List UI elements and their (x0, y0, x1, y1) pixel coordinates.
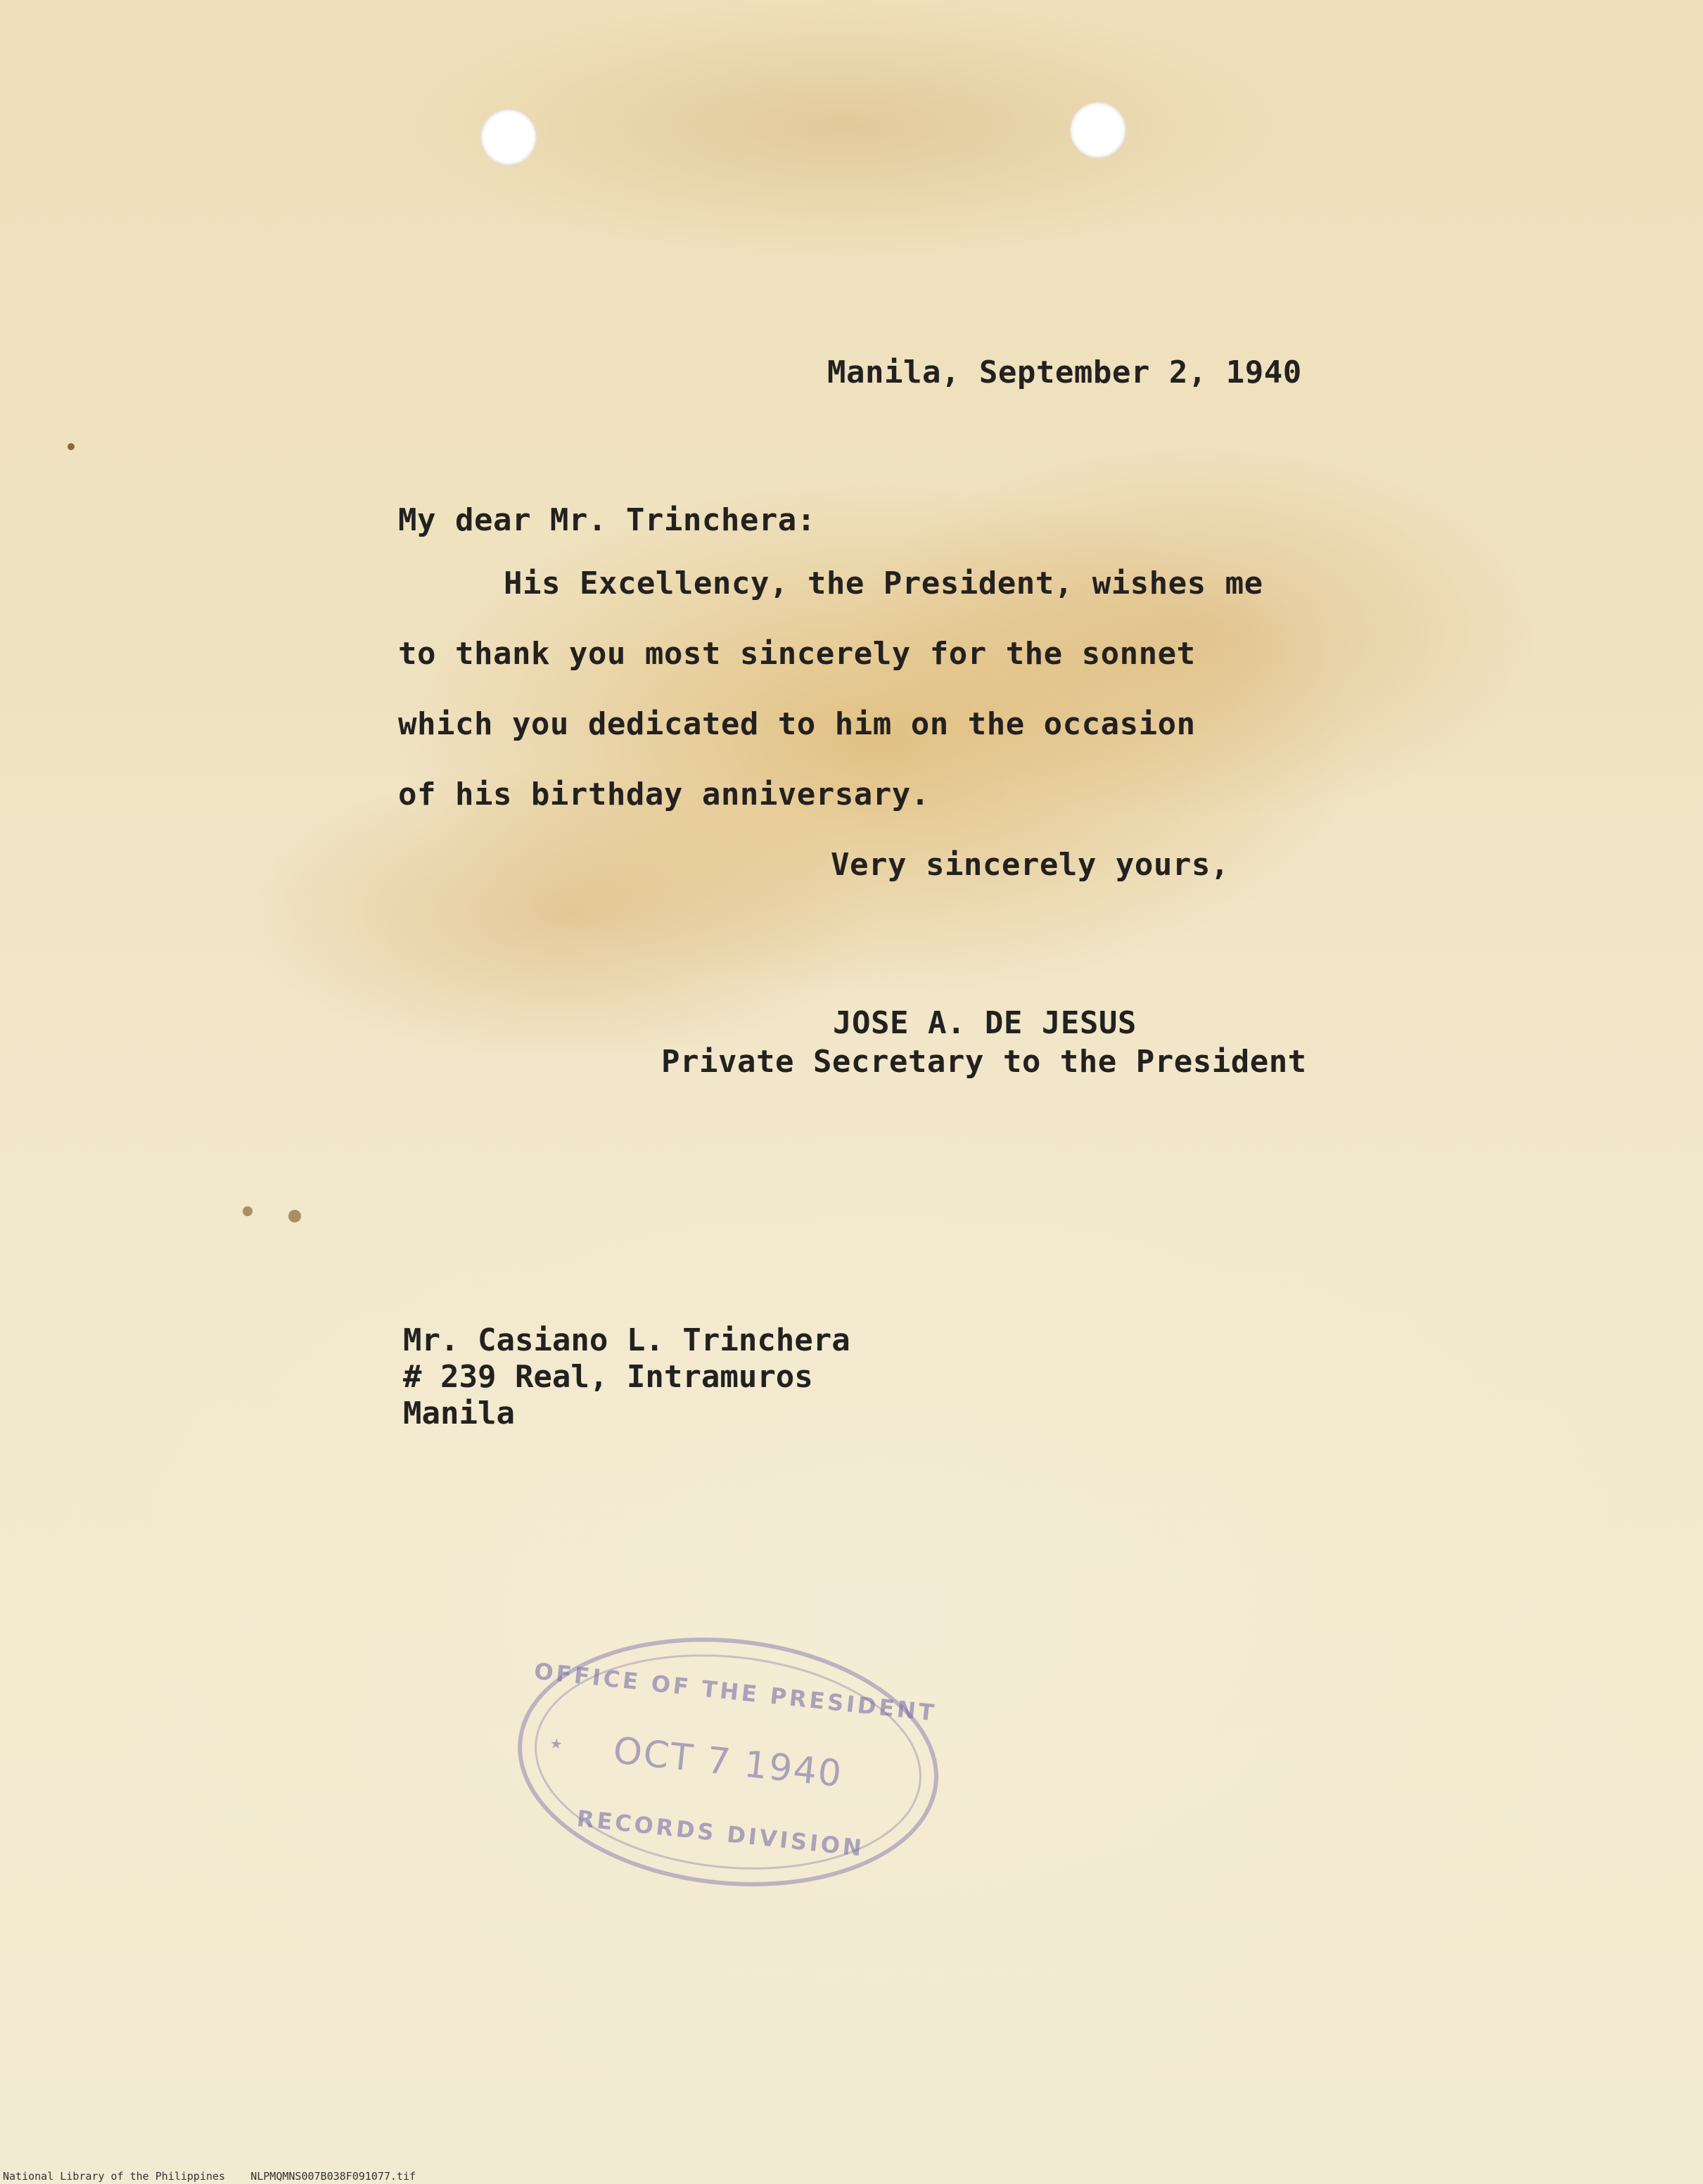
letter-date: Manila, September 2, 1940 (827, 355, 1302, 390)
address-line: Mr. Casiano L. Trinchera (403, 1322, 850, 1358)
received-stamp (505, 1618, 950, 1907)
signer-name: JOSE A. DE JESUS (833, 1005, 1137, 1041)
letter-body-line: of his birthday anniversary. (398, 777, 930, 812)
punch-hole-left (480, 109, 537, 165)
letter-salutation: My dear Mr. Trinchera: (398, 502, 816, 538)
signer-title: Private Secretary to the President (661, 1044, 1307, 1080)
address-line: # 239 Real, Intramuros (403, 1359, 813, 1395)
paper-speck (68, 443, 75, 450)
archive-footer (3, 2170, 416, 2183)
letter-body-line: His Excellency, the President, wishes me (504, 566, 1263, 601)
recipient-address (403, 1322, 850, 1432)
footer-library: National Library of the Philippines (3, 2170, 226, 2183)
stamp-top-text: OFFICE OF THE PRESIDENT (532, 1657, 938, 1727)
stamp-date: OCT 7 1940 (611, 1730, 845, 1796)
letter-body-line: which you dedicated to him on the occasion (398, 706, 1196, 742)
paper-speck (288, 1210, 301, 1222)
star-icon: ★ (549, 1730, 564, 1755)
letter-closing: Very sincerely yours, (831, 847, 1230, 883)
footer-file-id: NLPMQMNS007B038F091077.tif (250, 2170, 416, 2183)
stamp-bottom-text: RECORDS DIVISION (575, 1805, 866, 1862)
paper-speck (243, 1206, 253, 1216)
address-line: Manila (403, 1396, 515, 1431)
letter-body-line: to thank you most sincerely for the sonnet (398, 636, 1196, 672)
punch-hole-right (1070, 102, 1126, 158)
